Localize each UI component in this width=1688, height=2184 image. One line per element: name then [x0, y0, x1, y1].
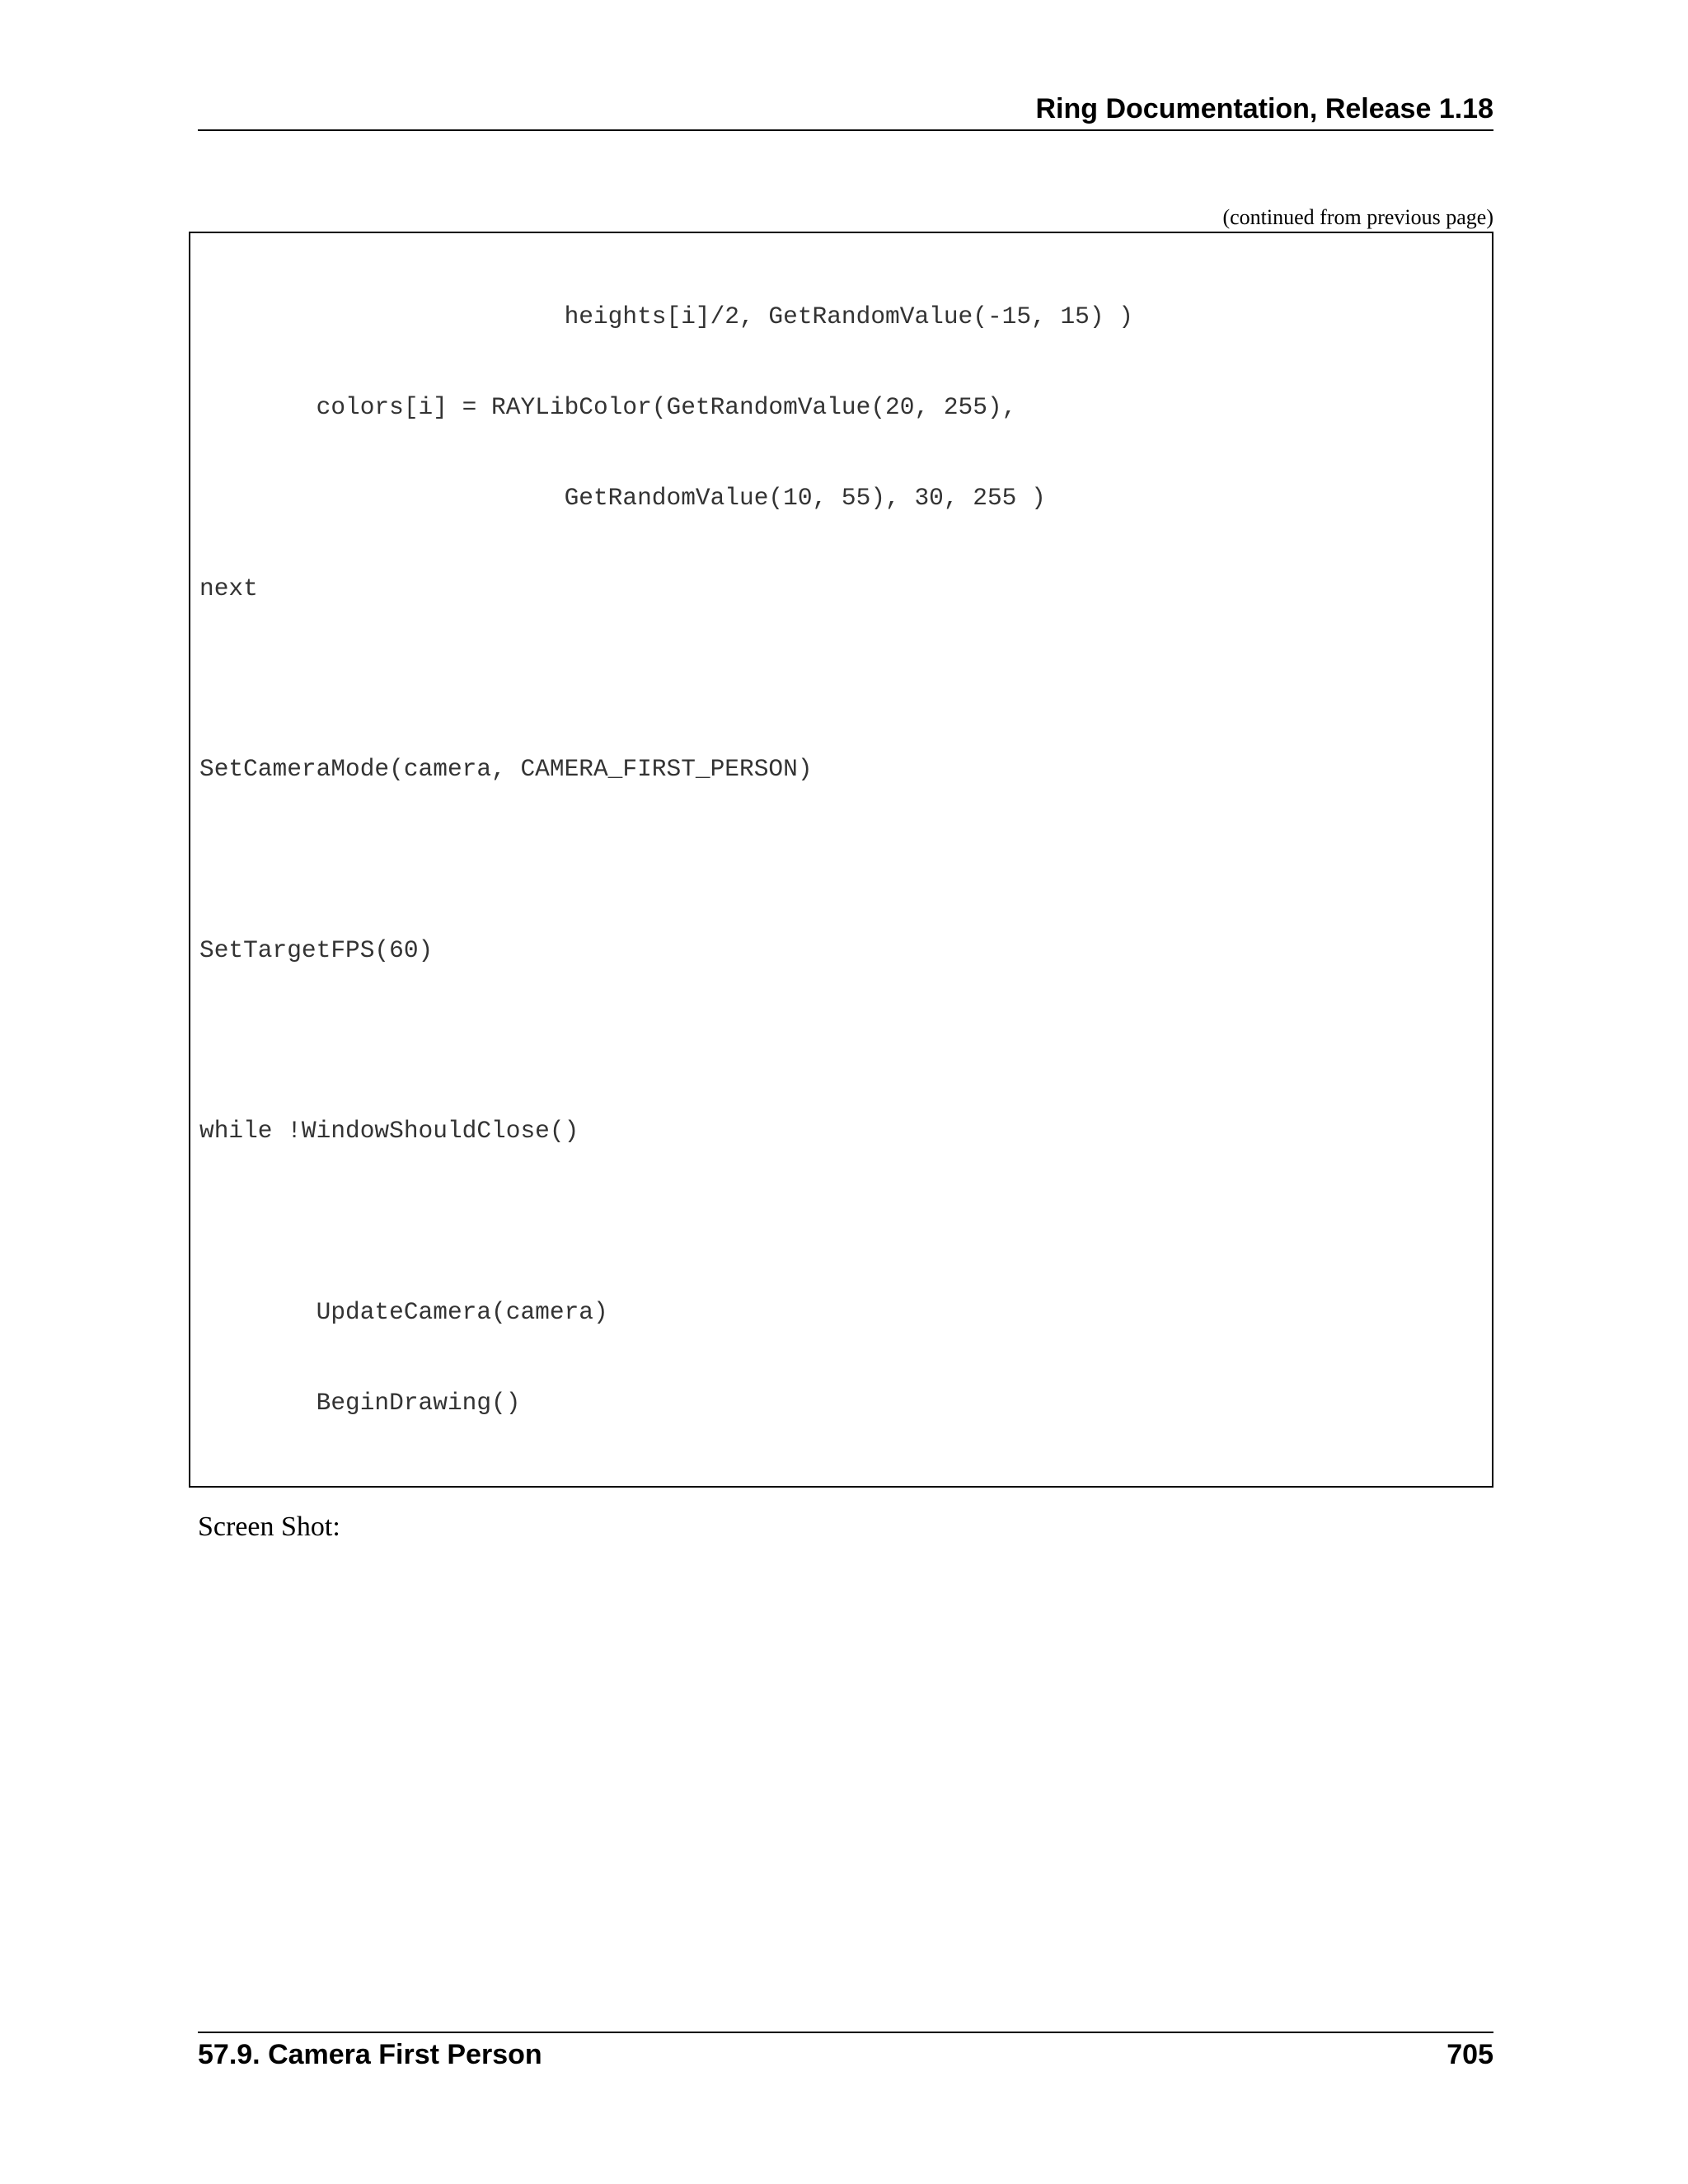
footer-divider — [198, 2032, 1493, 2033]
code-line: next — [199, 574, 258, 602]
code-line: while !WindowShouldClose() — [199, 1117, 579, 1146]
screenshot-caption: Screen Shot: — [198, 1511, 340, 1542]
code-line: GetRandomValue(10, 55), 30, 255 ) — [199, 483, 1046, 512]
page-number: 705 — [1447, 2039, 1493, 2070]
code-line: SetCameraMode(camera, CAMERA_FIRST_PERSON) — [199, 755, 813, 784]
code-lines — [199, 241, 1396, 1488]
code-line: UpdateCamera(camera) — [199, 1297, 608, 1326]
code-line: BeginDrawing() — [199, 1388, 521, 1417]
code-line: colors[i] = RAYLibColor(GetRandomValue(20, 255), — [199, 392, 1017, 421]
continued-note: (continued from previous page) — [1222, 205, 1493, 229]
code-line: heights[i]/2, GetRandomValue(-15, 15) ) — [199, 302, 1133, 331]
code-line — [199, 1025, 1396, 1056]
running-header-title: Ring Documentation, Release 1.18 — [1035, 93, 1493, 124]
code-block — [189, 232, 1493, 1488]
code-line: SetTargetFPS(60) — [199, 935, 434, 964]
code-line — [199, 1207, 1396, 1237]
footer-section-title: 57.9. Camera First Person — [198, 2039, 542, 2070]
header-divider — [198, 129, 1493, 131]
code-line — [199, 663, 1396, 694]
code-line — [199, 1478, 1396, 1488]
code-line — [199, 845, 1396, 875]
